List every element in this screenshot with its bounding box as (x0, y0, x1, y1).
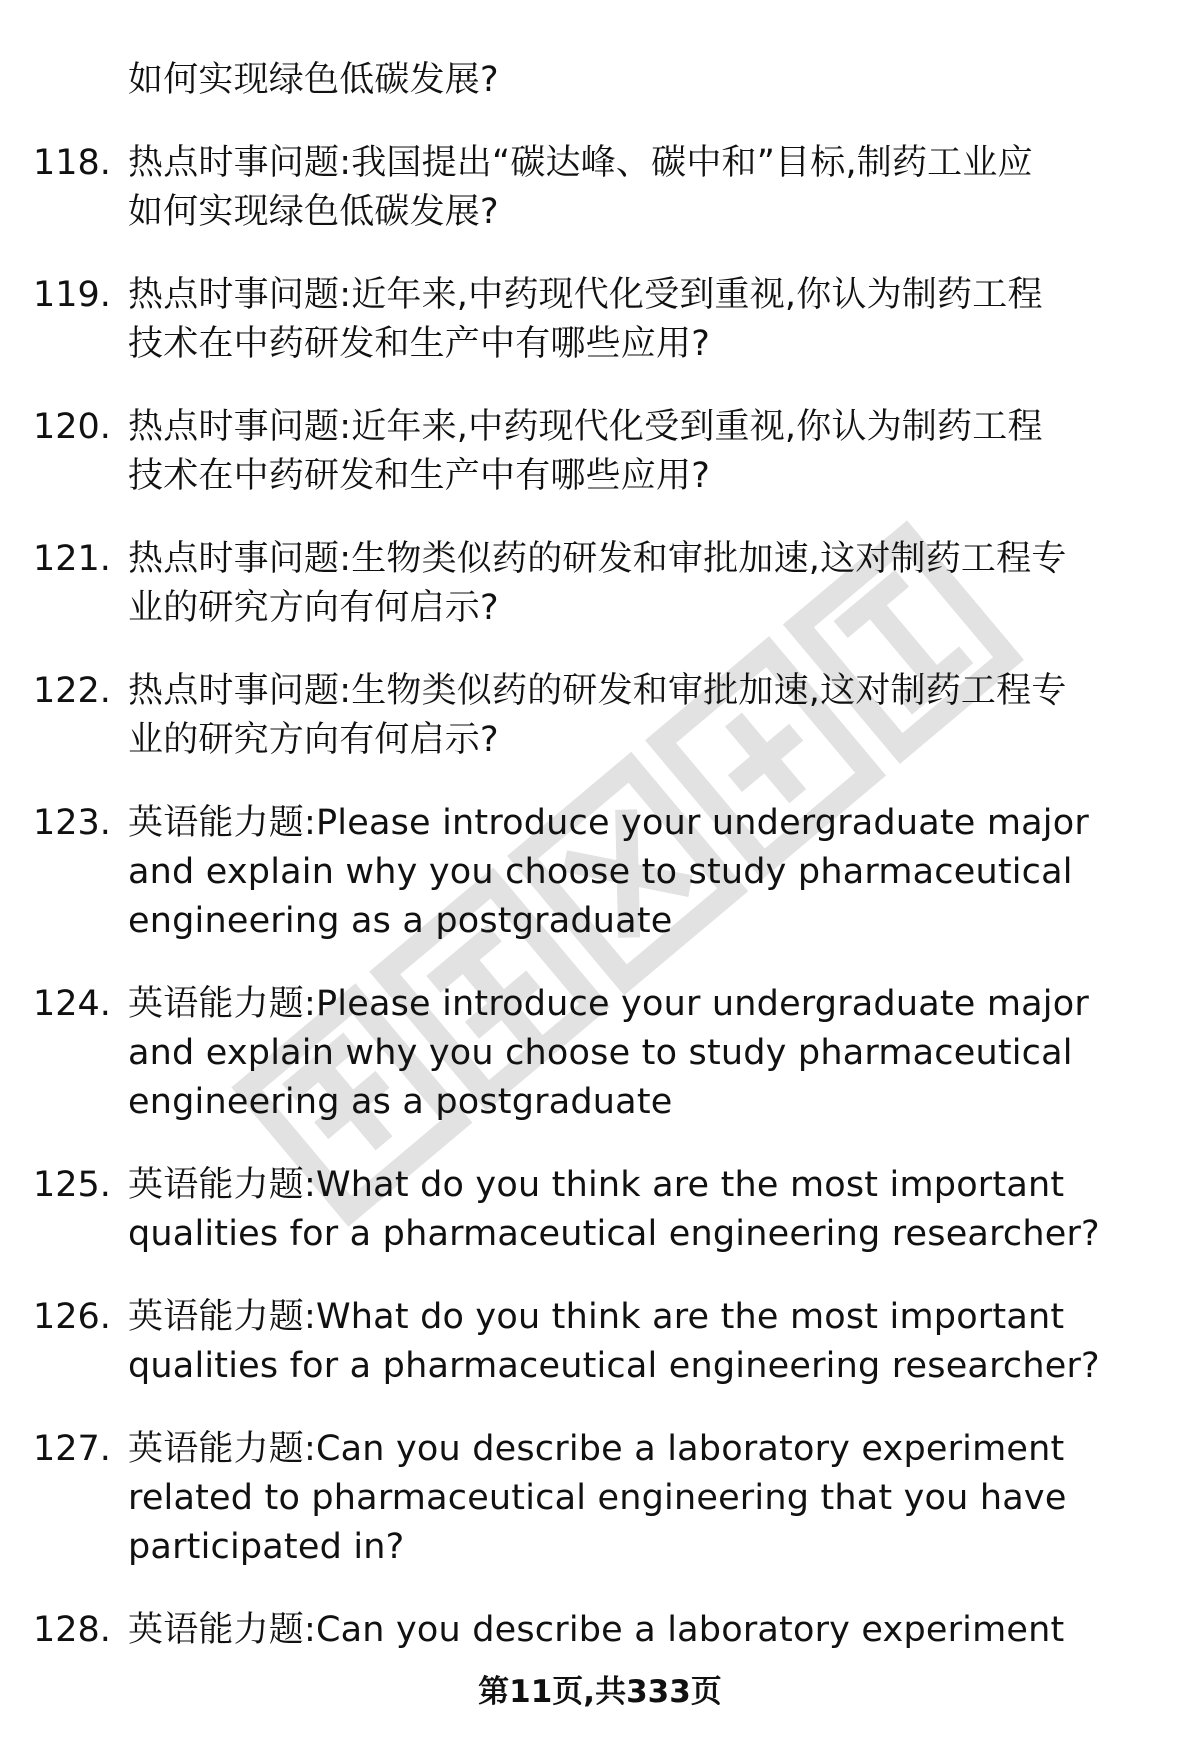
question-text-line: participated in? (128, 1527, 405, 1567)
question-item (0, 980, 1200, 1127)
question-text-line: 热点时事问题:生物类似药的研发和审批加速,这对制药工程专 (128, 539, 1067, 579)
question-number: 126. (33, 1297, 111, 1337)
question-number: 122. (33, 671, 111, 711)
question-number: 123. (33, 803, 111, 843)
question-number: 124. (33, 984, 111, 1024)
question-number: 127. (33, 1429, 111, 1469)
question-text-line: and explain why you choose to study pharmaceutical (128, 852, 1073, 892)
question-text-line: 英语能力题:Can you describe a laboratory experiment (128, 1610, 1065, 1650)
question-text-line: 如何实现绿色低碳发展? (128, 60, 499, 100)
question-item (0, 667, 1200, 765)
question-text-line: 英语能力题:Please introduce your undergraduate major (128, 803, 1089, 843)
question-text-line: 技术在中药研发和生产中有哪些应用? (128, 324, 710, 364)
question-item (0, 1425, 1200, 1572)
question-item (0, 271, 1200, 369)
question-number: 119. (33, 275, 111, 315)
question-text-line: engineering as a postgraduate (128, 1082, 673, 1122)
question-text-line: 热点时事问题:近年来,中药现代化受到重视,你认为制药工程 (128, 407, 1043, 447)
question-number: 118. (33, 143, 111, 183)
question-text-line: qualities for a pharmaceutical engineering researcher? (128, 1214, 1100, 1254)
question-number: 128. (33, 1610, 111, 1650)
question-number: 120. (33, 407, 111, 447)
question-item (0, 403, 1200, 501)
question-item (0, 56, 1200, 105)
question-text-line: 如何实现绿色低碳发展? (128, 192, 499, 232)
question-text-line: and explain why you choose to study pharmaceutical (128, 1033, 1073, 1073)
question-item (0, 1606, 1200, 1655)
question-list (0, 56, 1200, 1689)
question-item (0, 799, 1200, 946)
question-text-line: 英语能力题:What do you think are the most important (128, 1165, 1065, 1205)
question-item (0, 1293, 1200, 1391)
question-text-line: 英语能力题:Please introduce your undergraduate major (128, 984, 1089, 1024)
question-item (0, 535, 1200, 633)
question-item (0, 139, 1200, 237)
question-number: 121. (33, 539, 111, 579)
question-text-line: 业的研究方向有何启示? (128, 588, 499, 628)
question-number: 125. (33, 1165, 111, 1205)
question-text-line: 业的研究方向有何启示? (128, 720, 499, 760)
question-text-line: 热点时事问题:我国提出“碳达峰、碳中和”目标,制药工业应 (128, 143, 1033, 183)
question-text-line: 技术在中药研发和生产中有哪些应用? (128, 456, 710, 496)
question-item (0, 1161, 1200, 1259)
question-text-line: related to pharmaceutical engineering that you have (128, 1478, 1067, 1518)
question-text-line: engineering as a postgraduate (128, 901, 673, 941)
question-text-line: 英语能力题:What do you think are the most important (128, 1297, 1065, 1337)
question-text-line: 热点时事问题:生物类似药的研发和审批加速,这对制药工程专 (128, 671, 1067, 711)
question-text-line: 英语能力题:Can you describe a laboratory experiment (128, 1429, 1065, 1469)
question-text-line: qualities for a pharmaceutical engineering researcher? (128, 1346, 1100, 1386)
page-number-footer: 第11页,共333页 (478, 1674, 722, 1710)
question-text-line: 热点时事问题:近年来,中药现代化受到重视,你认为制药工程 (128, 275, 1043, 315)
